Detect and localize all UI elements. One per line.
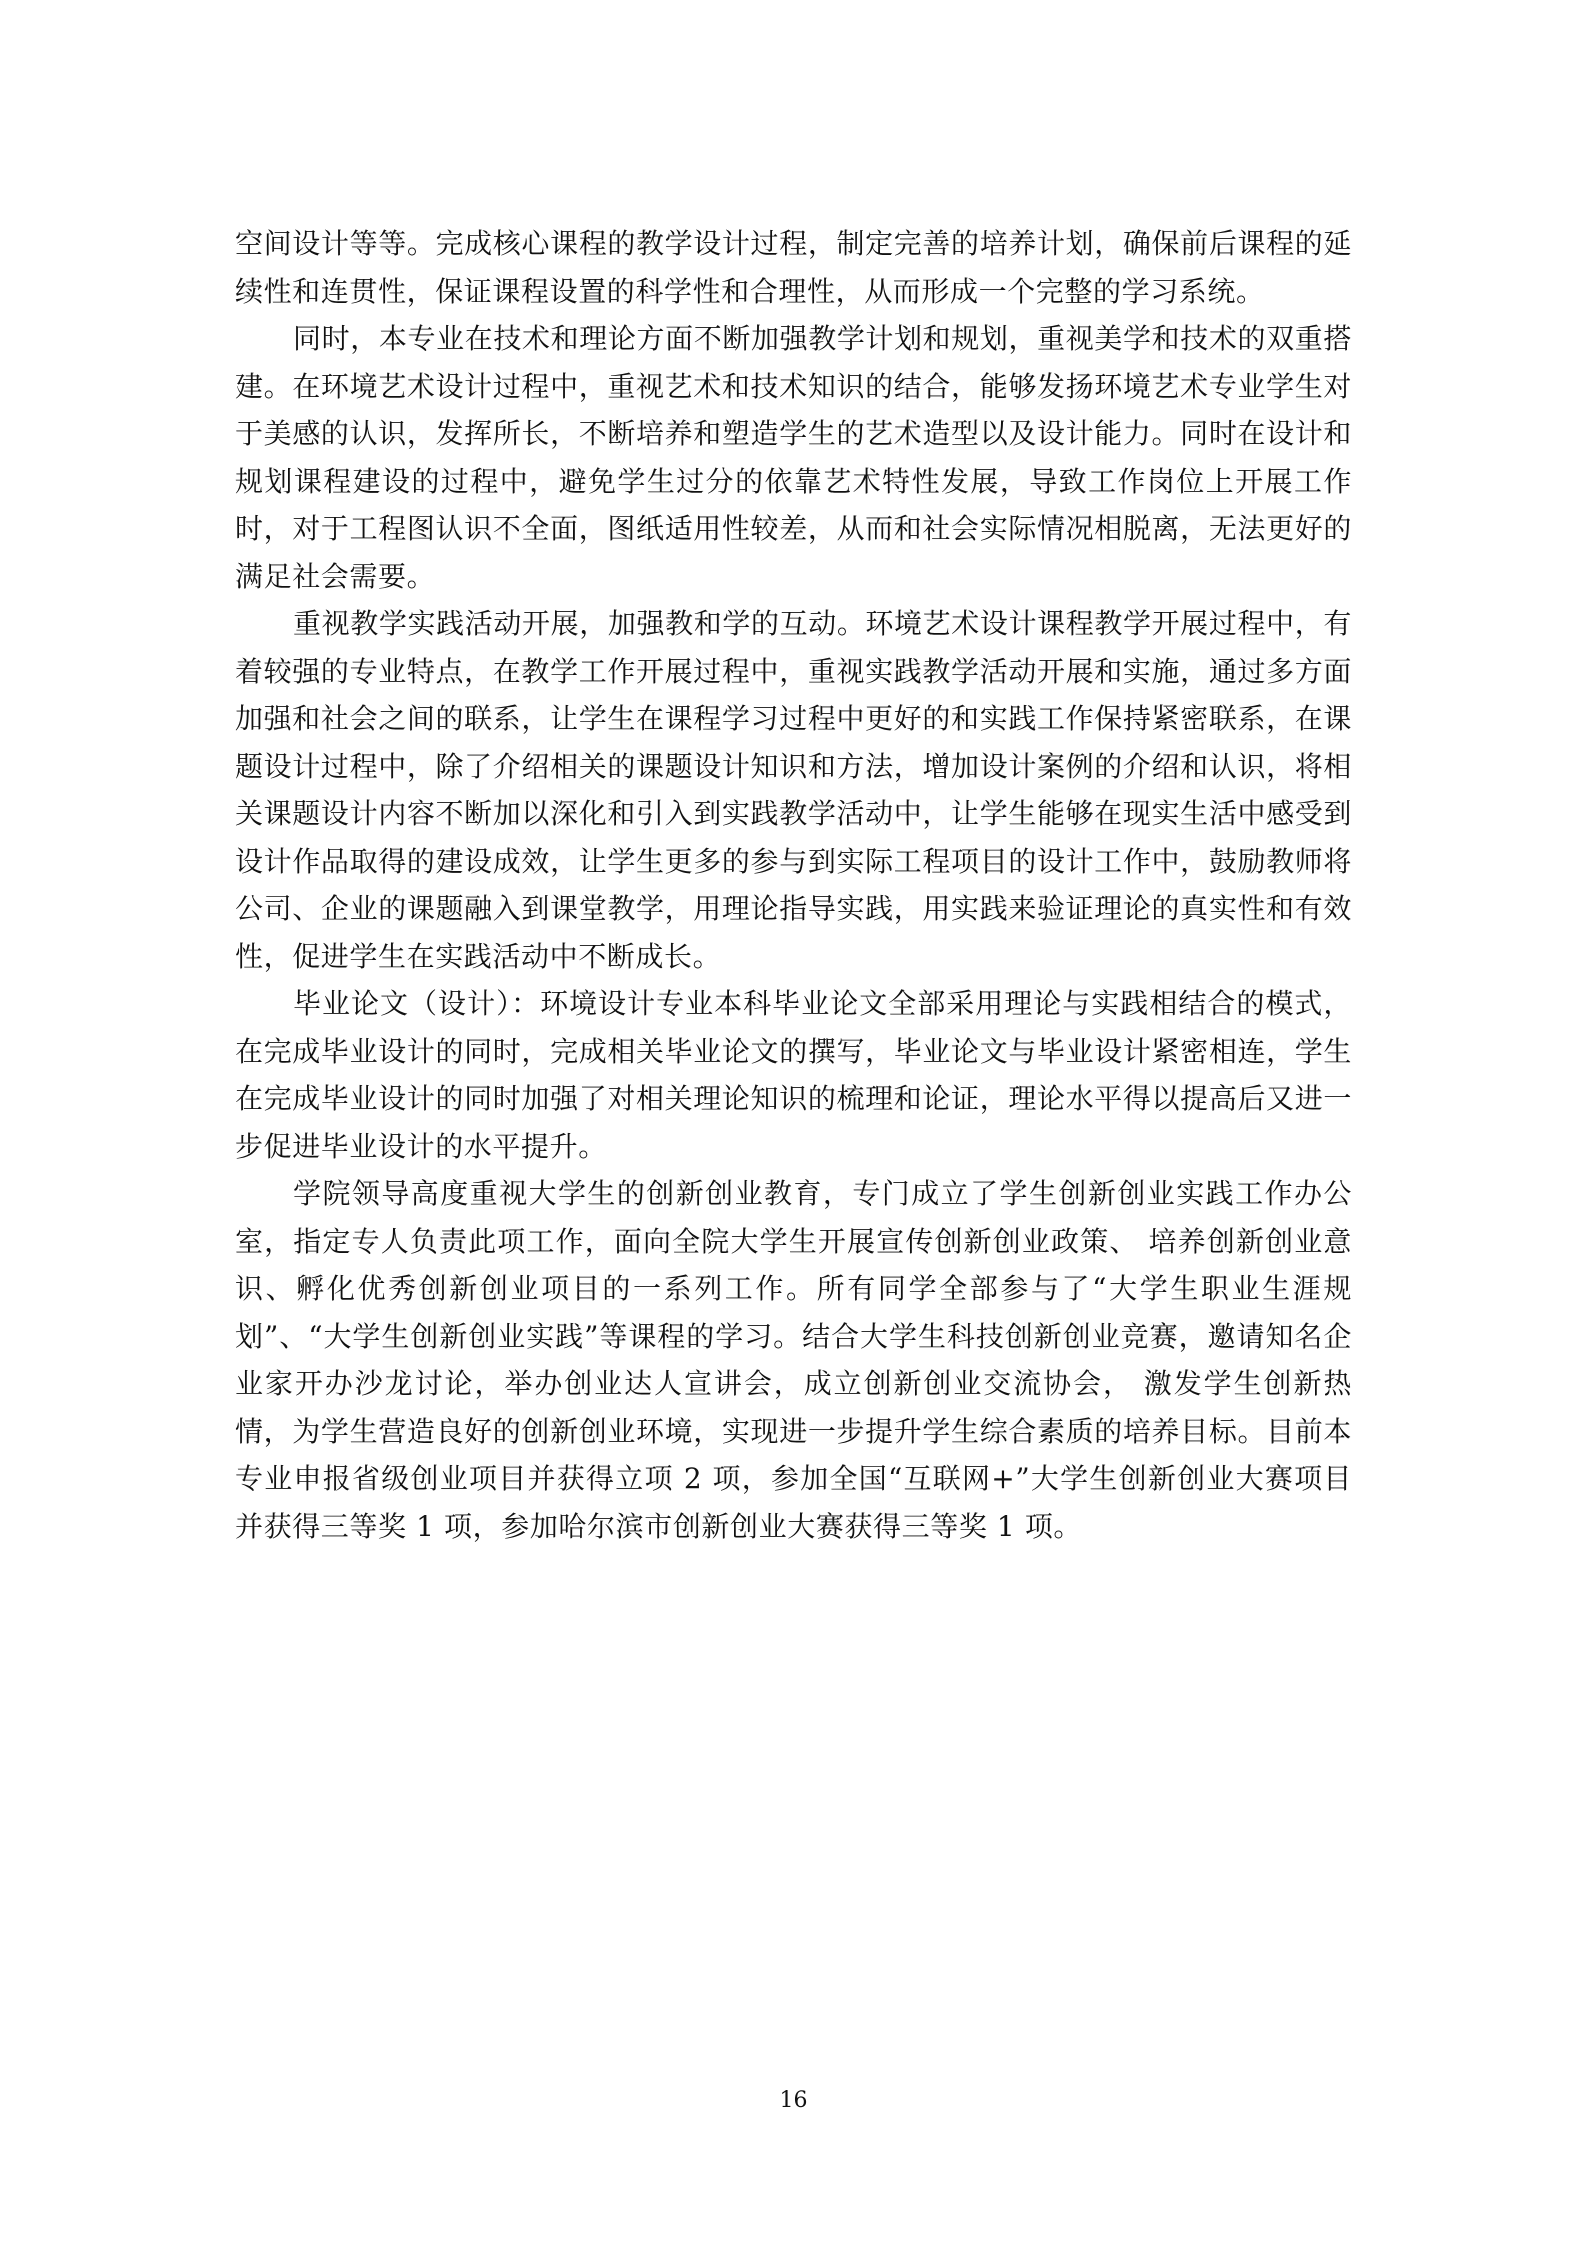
paragraph-continued: 空间设计等等。完成核心课程的教学设计过程，制定完善的培养计划，确保前后课程的延续性和连贯性，保证课程设置的科学性和合理性，从而形成一个完整的学习系统。 bbox=[235, 227, 1352, 308]
body-text bbox=[235, 220, 1352, 1550]
page-number: 16 bbox=[779, 2088, 808, 2113]
paragraph-graduation-thesis: 毕业论文（设计）：环境设计专业本科毕业论文全部采用理论与实践相结合的模式，在完成毕业设计的同时，完成相关毕业论文的撰写，毕业论文与毕业设计紧密相连，学生在完成毕业设计的同时加强了对相关理论知识的梳理和论证，理论水平得以提高后又进一步促进毕业设计的水平提升。 bbox=[235, 987, 1352, 1163]
paragraph-innovation-entrepreneurship: 学院领导高度重视大学生的创新创业教育，专门成立了学生创新创业实践工作办公室，指定专人负责此项工作，面向全院大学生开展宣传创新创业政策、 培养创新创业意识、孵化优秀创新创业项目的一系列工作。所有同学全部参与了“大学生职业生涯规划”、“大学生创新创业实践”等课程的学习。结合大学生科技创新创业竞赛，邀请知名企业家开办沙龙讨论，举办创业达人宣讲会，成立创新创业交流协会， 激发学生创新热情，为学生营造良好的创新创业环境，实现进一步提升学生综合素质的培养目标。目前本专业申报省级创业项目并获得立项 2 项，参加全国“互联网+”大学生创新创业大赛项目并获得三等奖 1 项，参加哈尔滨市创新创业大赛获得三等奖 1 项。 bbox=[235, 1177, 1352, 1543]
paragraph-technique-theory: 同时，本专业在技术和理论方面不断加强教学计划和规划，重视美学和技术的双重搭建。在环境艺术设计过程中，重视艺术和技术知识的结合，能够发扬环境艺术专业学生对于美感的认识，发挥所长，不断培养和塑造学生的艺术造型以及设计能力。同时在设计和规划课程建设的过程中，避免学生过分的依靠艺术特性发展，导致工作岗位上开展工作时，对于工程图认识不全面，图纸适用性较差，从而和社会实际情况相脱离，无法更好的满足社会需要。 bbox=[235, 322, 1352, 593]
paragraph-practice-teaching: 重视教学实践活动开展，加强教和学的互动。环境艺术设计课程教学开展过程中，有着较强的专业特点，在教学工作开展过程中，重视实践教学活动开展和实施，通过多方面加强和社会之间的联系，让学生在课程学习过程中更好的和实践工作保持紧密联系，在课题设计过程中，除了介绍相关的课题设计知识和方法，增加设计案例的介绍和认识，将相关课题设计内容不断加以深化和引入到实践教学活动中，让学生能够在现实生活中感受到设计作品取得的建设成效，让学生更多的参与到实际工程项目的设计工作中，鼓励教师将公司、企业的课题融入到课堂教学，用理论指导实践，用实践来验证理论的真实性和有效性，促进学生在实践活动中不断成长。 bbox=[235, 607, 1352, 973]
